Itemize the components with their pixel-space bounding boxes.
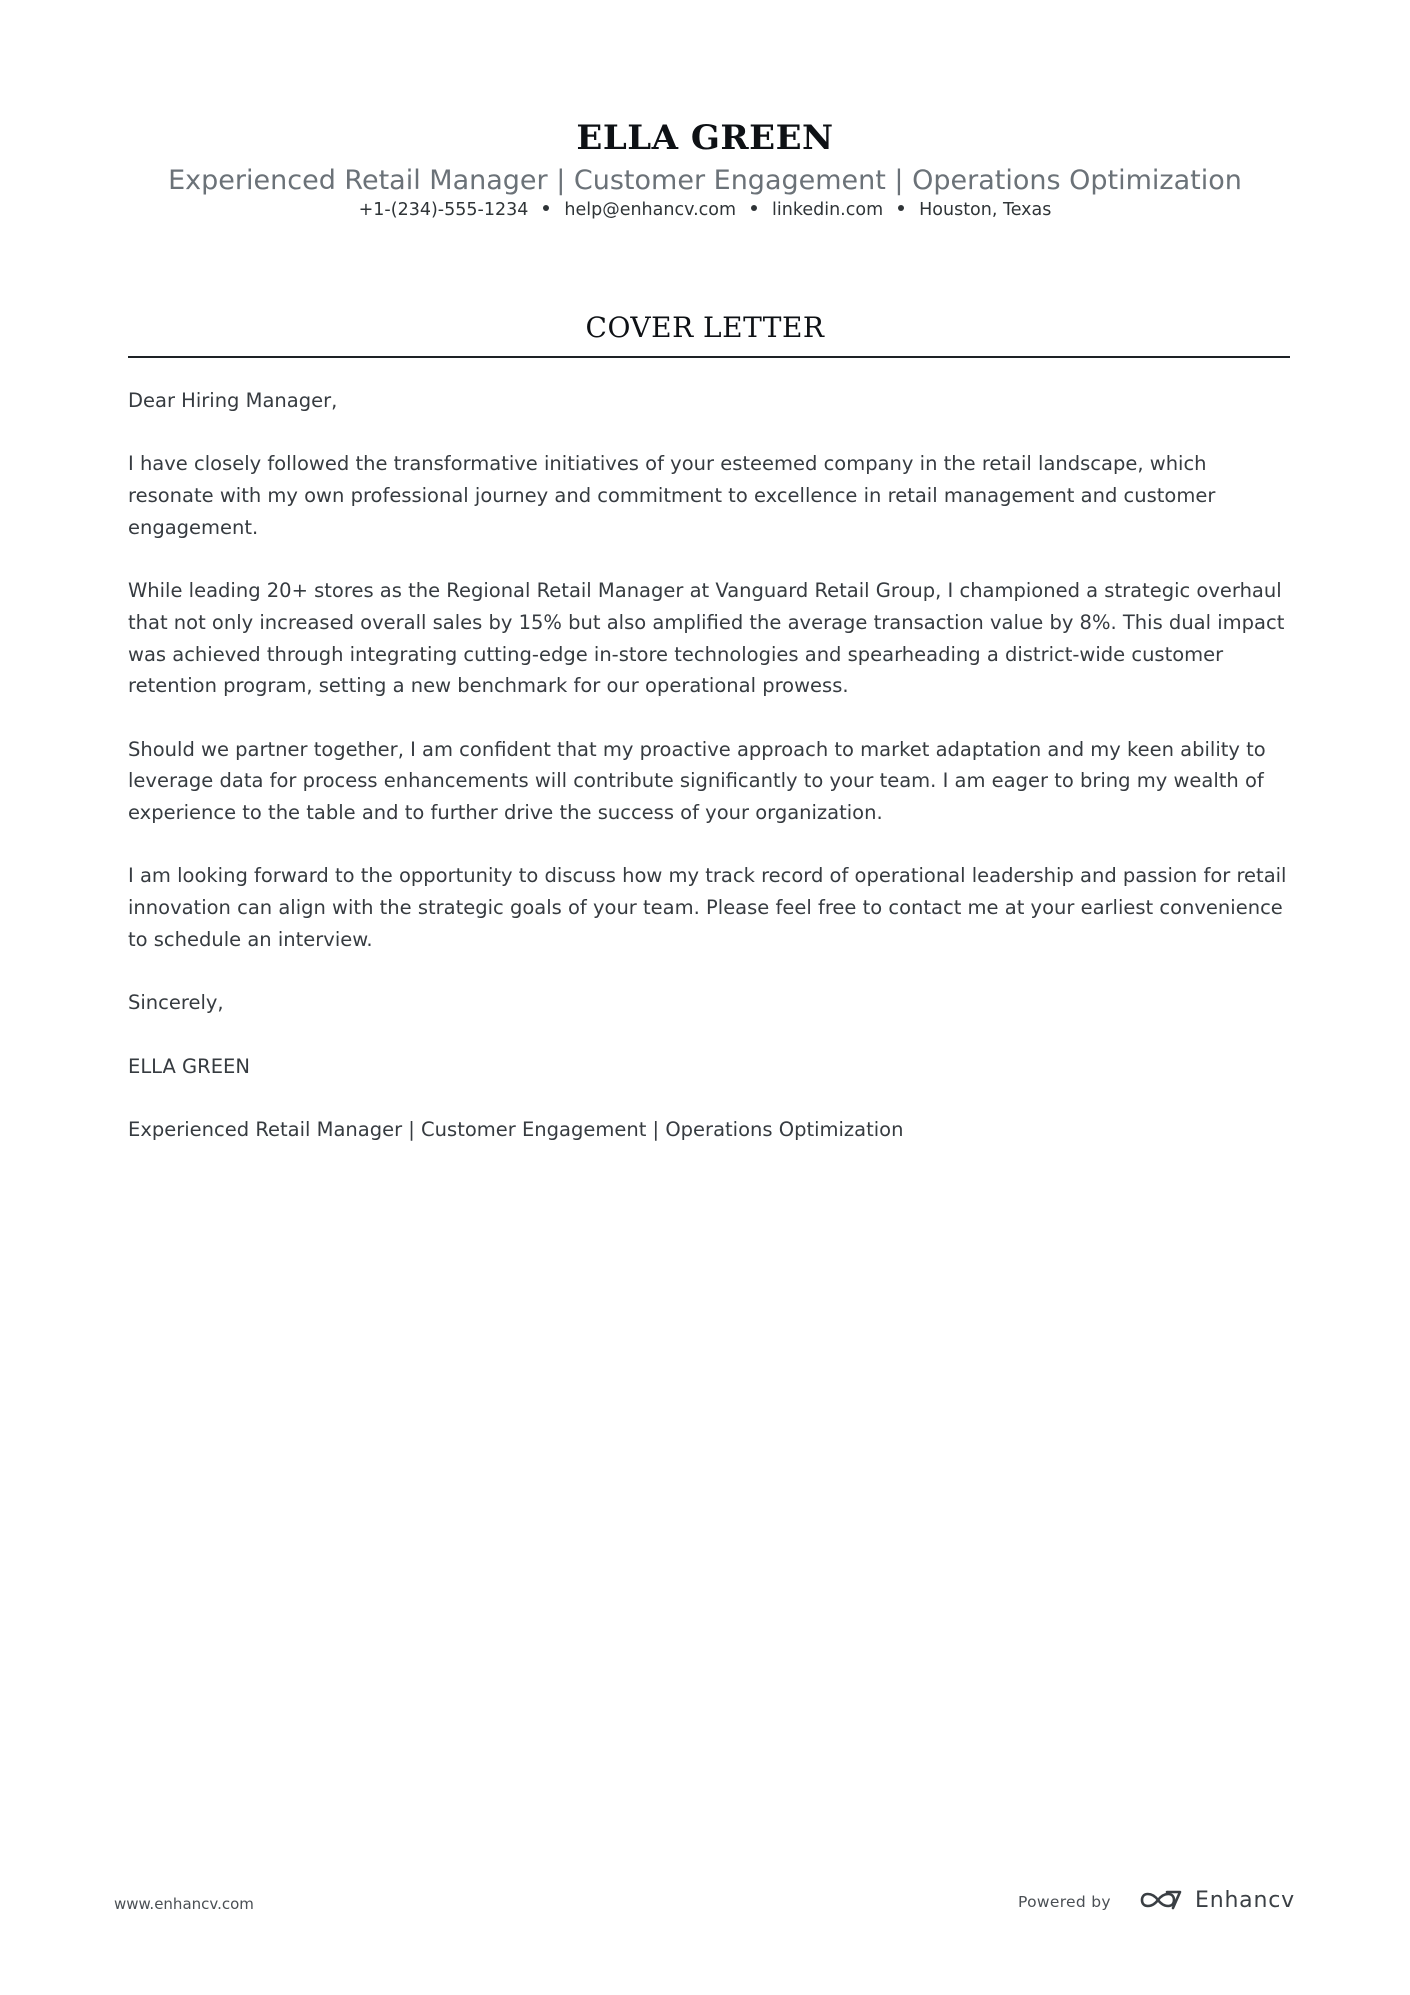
- phone-number: +1-(234)-555-1234: [358, 200, 529, 220]
- email-address[interactable]: help@enhancv.com: [564, 200, 737, 220]
- signature-title: Experienced Retail Manager | Customer Engagement | Operations Optimization: [128, 1118, 904, 1142]
- section-divider: [128, 356, 1290, 358]
- footer-website-link[interactable]: www.enhancv.com: [114, 1895, 254, 1913]
- letter-paragraph: While leading 20+ stores as the Regional Retail Manager at Vanguard Retail Group, I championed a strategic overhaul that not only increased overall sales by 15% but also amplified the average transaction value by 8%. This dual impact was achieved through integrating cutting-edge in-store technologies and spearheading a district-wide customer retention program, setting a new benchmark for our operational prowess.: [128, 579, 1285, 698]
- section-title: COVER LETTER: [585, 311, 825, 344]
- bullet-separator-icon: [751, 205, 757, 211]
- bullet-separator-icon: [543, 205, 549, 211]
- letter-paragraph: I am looking forward to the opportunity to discuss how my track record of operational leadership and passion for retail innovation can align with the strategic goals of your team. Please feel free to contact me at your earliest convenience to schedule an interview.: [128, 864, 1287, 951]
- letter-greeting: Dear Hiring Manager,: [128, 389, 338, 412]
- letter-body: [128, 385, 1294, 1177]
- applicant-name: ELLA GREEN: [576, 118, 834, 158]
- location: Houston, Texas: [919, 200, 1052, 220]
- letter-paragraph: I have closely followed the transformative initiatives of your esteemed company in the retail landscape, which resonate with my own professional journey and commitment to excellence in retail management and customer engagement.: [128, 452, 1216, 539]
- signature-name: ELLA GREEN: [128, 1054, 250, 1078]
- letter-paragraph: Should we partner together, I am confident that my proactive approach to market adaptation and my keen ability to leverage data for process enhancements will contribute significantly to your team. I am eager to bring my wealth of experience to the table and to further drive the success of your organization.: [128, 737, 1266, 825]
- linkedin-link[interactable]: linkedin.com: [772, 200, 884, 220]
- letter-closing: Sincerely,: [128, 991, 224, 1015]
- contact-info: [0, 197, 1410, 223]
- enhancv-brand-name[interactable]: Enhancv: [1195, 1888, 1295, 1913]
- enhancv-logo-icon: [1136, 1886, 1186, 1914]
- applicant-headline: Experienced Retail Manager | Customer Engagement | Operations Optimization: [168, 165, 1242, 196]
- bullet-separator-icon: [898, 205, 904, 211]
- powered-by-label: Powered by: [1018, 1893, 1111, 1911]
